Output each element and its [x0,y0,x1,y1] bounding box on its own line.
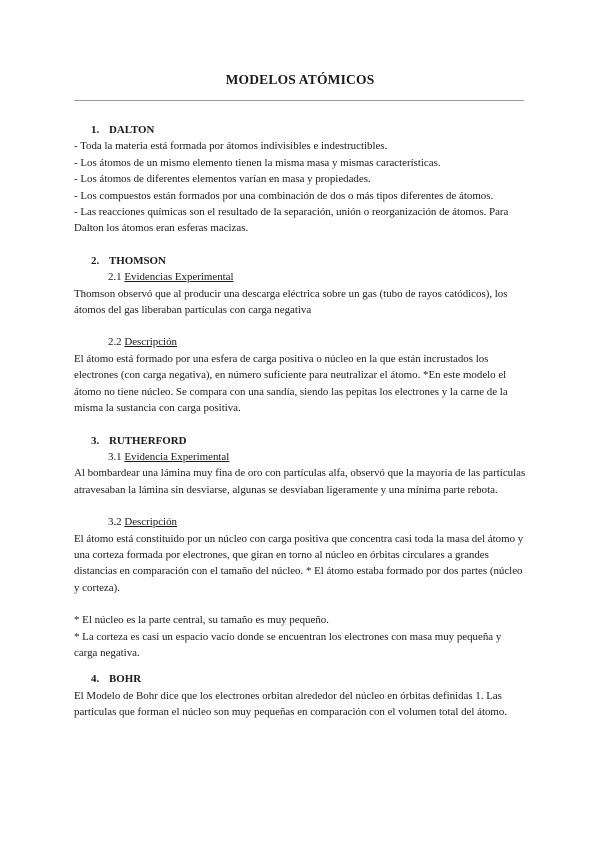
section-heading-bohr [74,671,526,687]
section-number: 2. [91,254,100,267]
dalton-line-5: - Las reacciones químicas son el resultado de la separación, unión o reorganización de átomos. Para Dalton los átomos eran esferas macizas. [74,206,509,235]
thomson-evidence-paragraph: Thomson observó que al producir una descarga eléctrica sobre un gas (tubo de rayos catódicos), los átomos del gas liberaban partículas con carga negativa [74,287,508,317]
rutherford-description-paragraph: El átomo está constituido por un núcleo con carga positiva que concentra casi toda la masa del átomo y una corteza formada por electrones, que giran en torno al núcleo en órbitas circulares a grandes distancias en comparación con el tamaño del núcleo. * El átomo estaba formado por dos partes (núcleo y corteza). [74,532,524,594]
subsection-heading-2-1 [74,269,526,285]
dalton-line-1: - Toda la materia está formada por átomos indivisibles e indestructibles. [74,140,388,153]
section-title: THOMSON [109,254,166,267]
thomson-description-paragraph: El átomo está formado por una esfera de carga positiva o núcleo en la que están incrustados los electrones (con carga negativa), en número suficiente para neutralizar el átomo. *En este modelo el átomo no tiene núcleo. Se compara con una sandía, siendo las pepitas los electrones y la carne de la misma la sustancia con carga positiva. [74,352,508,415]
subsection-title: Descripción [124,336,177,349]
subsection-title: Descripción [124,516,177,529]
rutherford-note-nucleus: * El núcleo es la parte central, su tamaño es muy pequeño. [74,614,329,627]
section-number: 4. [91,673,100,686]
page-title: MODELOS ATÓMICOS [225,72,375,87]
subsection-heading-2-2 [74,334,526,350]
section-title: RUTHERFORD [109,434,187,447]
section-number: 3. [91,434,100,447]
subsection-number: 2.2 [108,336,122,349]
section-heading-dalton [74,122,526,138]
section-title: BOHR [109,673,142,686]
section-number: 1. [91,124,100,136]
subsection-number: 3.1 [108,450,122,463]
subsection-heading-3-1 [74,449,526,465]
section-title: DALTON [109,124,155,136]
rutherford-evidence-paragraph: Al bombardear una lámina muy fina de oro con partículas alfa, observó que la mayoría de las partículas atravesaban la lámina sin desviarse, algunas se desviaban ligeramente y una mínima parte rebota. [74,467,526,496]
document-body [74,122,526,721]
dalton-line-2: - Los átomos de un mismo elemento tienen la misma masa y mismas características. [74,156,441,169]
rutherford-note-cortex: * La corteza es casi un espacio vacío donde se encuentran los electrones con masa muy pequeña y carga negativa. [74,630,502,659]
section-heading-rutherford [74,433,526,449]
subsection-heading-3-2 [74,514,526,530]
subsection-number: 3.2 [108,516,122,529]
section-heading-thomson [74,253,526,269]
dalton-line-3: - Los átomos de diferentes elementos varían en masa y propiedades. [74,173,371,186]
subsection-title: Evidencias Experimental [124,271,234,284]
subsection-title: Evidencia Experimental [124,450,230,463]
title-divider [74,100,524,101]
dalton-line-4: - Los compuestos están formados por una combinación de dos o más tipos diferentes de átomos. [74,189,494,202]
subsection-number: 2.1 [108,271,122,284]
bohr-paragraph: El Modelo de Bohr dice que los electrones orbitan alrededor del núcleo en órbitas definidas 1. Las partículas que forman el núcleo son muy pequeñas en comparación con el volumen total del átomo. [74,689,508,719]
